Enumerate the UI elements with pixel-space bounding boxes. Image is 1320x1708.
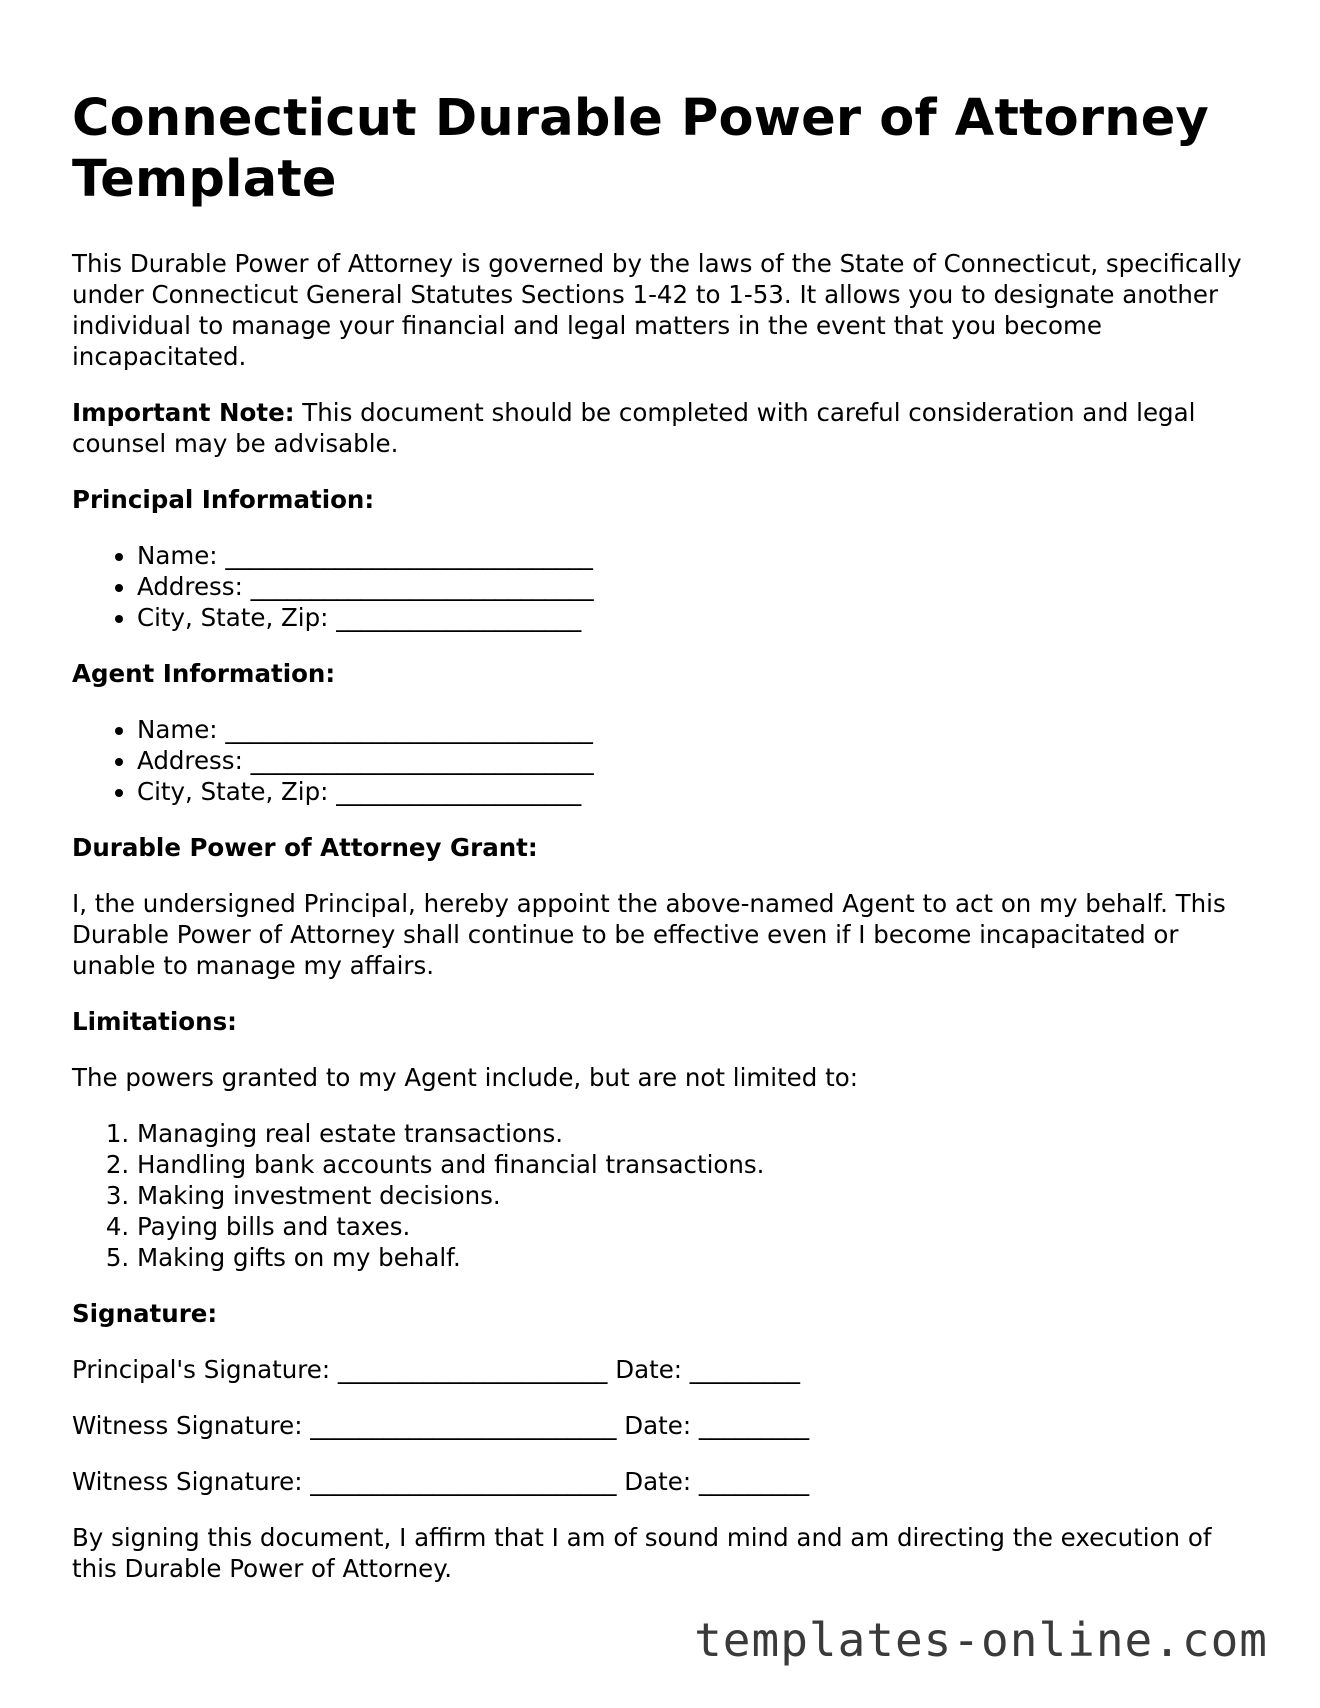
limitation-item: 1. Managing real estate transactions. [137, 1118, 1252, 1149]
limitations-list [72, 1118, 1252, 1273]
document [72, 88, 1252, 1609]
limitation-item: 4. Paying bills and taxes. [137, 1211, 1252, 1242]
document-title: Connecticut Durable Power of Attorney Template [72, 89, 1209, 209]
grant-heading: Durable Power of Attorney Grant: [72, 833, 538, 862]
agent-name-field: • Name: ______________________________ [137, 714, 1252, 745]
intro-paragraph: This Durable Power of Attorney is governed by the laws of the State of Connecticut, specifically under Connecticut General Statutes Sections 1-42 to 1-53. It allows you to designate another individual to manage your financial and legal matters in the event that you become incapacitated. [72, 249, 1242, 371]
important-note-text: This document should be completed with careful consideration and legal counsel may be advisable. [72, 398, 1196, 458]
limitation-item: 5. Making gifts on my behalf. [137, 1242, 1252, 1273]
important-note-label: Important Note: [72, 398, 295, 427]
agent-fields [72, 714, 1252, 807]
limitations-heading: Limitations: [72, 1007, 237, 1036]
limitation-item: 2. Handling bank accounts and financial transactions. [137, 1149, 1252, 1180]
signature-heading: Signature: [72, 1299, 218, 1328]
principal-heading: Principal Information: [72, 485, 375, 514]
limitations-intro: The powers granted to my Agent include, but are not limited to: [72, 1063, 858, 1092]
witness-signature-line-1: Witness Signature: _________________________ Date: _________ [72, 1411, 810, 1440]
agent-address-field: • Address: ____________________________ [137, 745, 1252, 776]
grant-paragraph: I, the undersigned Principal, hereby appoint the above-named Agent to act on my behalf. This Durable Power of Attorney shall continue to be effective even if I become incapacitated or unable to manage my affairs. [72, 889, 1226, 980]
site-watermark: templates-online.com [694, 1613, 1268, 1667]
principal-fields [72, 540, 1252, 633]
agent-city-state-zip-field: • City, State, Zip: ____________________ [137, 776, 1252, 807]
agent-heading: Agent Information: [72, 659, 336, 688]
principal-name-field: • Name: ______________________________ [137, 540, 1252, 571]
witness-signature-line-2: Witness Signature: _________________________ Date: _________ [72, 1467, 810, 1496]
principal-signature-line: Principal's Signature: ______________________ Date: _________ [72, 1355, 801, 1384]
principal-city-state-zip-field: • City, State, Zip: ____________________ [137, 602, 1252, 633]
principal-address-field: • Address: ____________________________ [137, 571, 1252, 602]
affirmation-paragraph: By signing this document, I affirm that I am of sound mind and am directing the execution of this Durable Power of Attorney. [72, 1523, 1212, 1583]
important-note [72, 397, 1252, 459]
limitation-item: 3. Making investment decisions. [137, 1180, 1252, 1211]
